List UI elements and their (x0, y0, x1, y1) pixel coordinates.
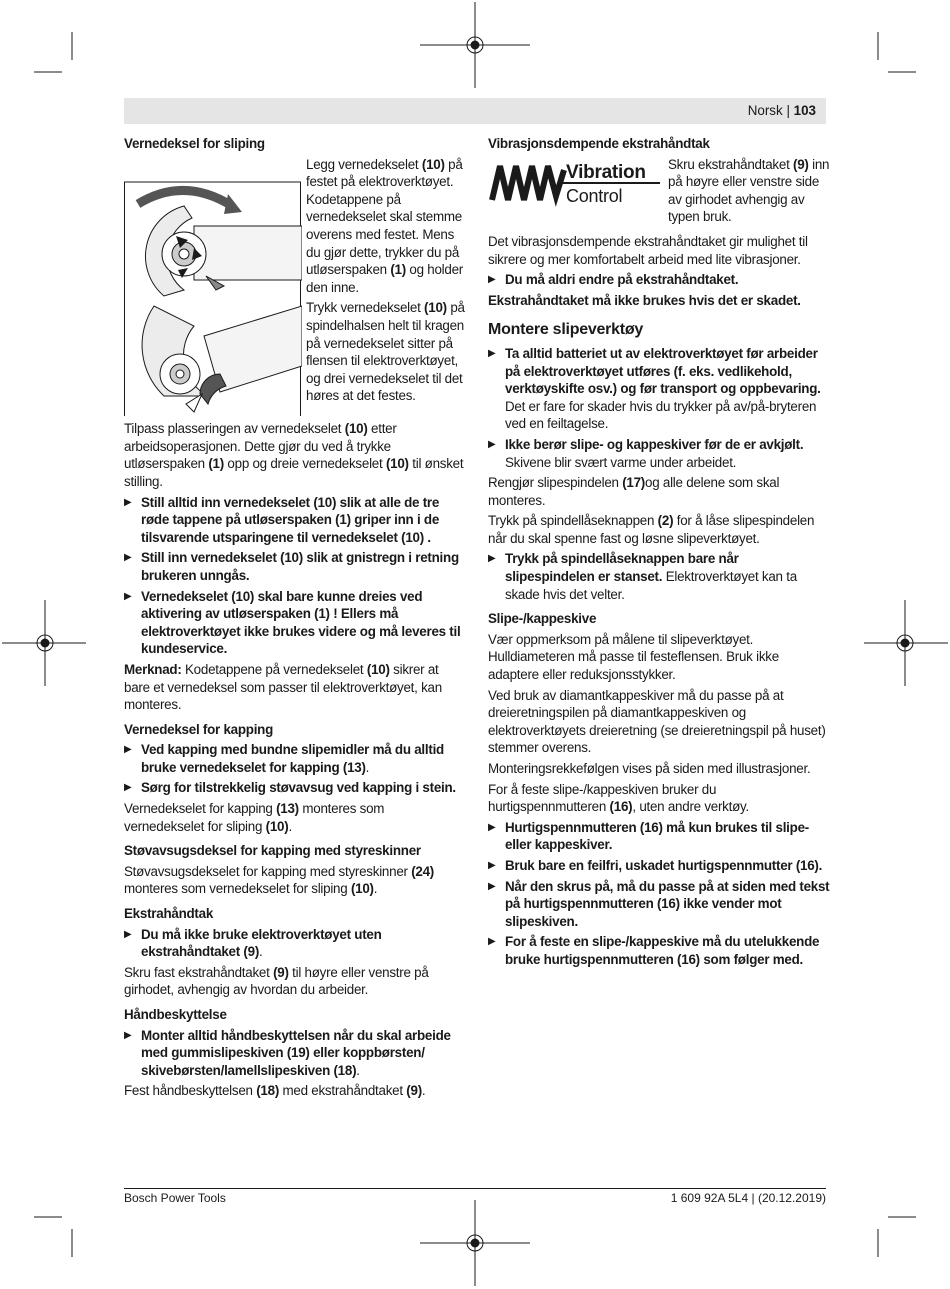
bullet-sparks: ▶ Still inn vernedekselet (10) slik at gnistregn i retning brukeren unngås. (124, 549, 466, 584)
guard-illustration (124, 156, 306, 421)
section-title-vibration-handle: Vibrasjonsdempende ekstrahåndtak (488, 136, 710, 151)
guard-step-place: Legg vernedekselet (10) på festet på elektroverktøyet. Kodetappene på vernedekselet skal stemme overens med festet. Mens du gjør dette, trykker du på utløserspaken (1) og holder den inne. (306, 156, 464, 295)
vibration-control-icon (488, 156, 664, 212)
aux-handle-text: Skru fast ekstrahåndtaket (9) til høyre eller venstre på girhodet, avhengig av hvordan du arbeider. (124, 964, 429, 998)
section-title-cutting-guard: Vernedeksel for kapping (124, 721, 274, 737)
registration-mark-top (420, 2, 530, 88)
guard-adjust-text: Tilpass plasseringen av vernedekselet (10) etter arbeidsoperasjonen. Dette gjør du ved å trykke utløserspaken (1) opp og dreie vernedekselet (10) til ønsket stilling. (124, 421, 464, 489)
page-header (124, 98, 826, 124)
logo-word-vibration: Vibration (566, 161, 646, 183)
guard-step-press: Trykk vernedekselet (10) på spindelhalsen helt til kragen på vernedekselet sitter på flensen til elektroverktøyet, og drei vernedekselet til det høres at det festes. (306, 300, 465, 404)
section-title-hand-guard: Håndbeskyttelse (124, 1007, 227, 1022)
guard-figure-block (124, 156, 466, 421)
clean-spindle-text: Rengjør slipespindelen (17)og alle delene som skal monteres. (488, 475, 780, 508)
bullet-cutting-guard: ▶ Ved kapping med bundne slipemidler må du alltid bruke vernedekselet for kapping (13). (124, 741, 466, 776)
section-title-grinding-guard: Vernedeksel for sliping (124, 136, 265, 151)
diamond-disc-text: Ved bruk av diamantkappeskiver må du passe på at dreieretningspilen på diamantkappeskiven og elektroverktøyets dreieretning (se dreieretningspil på huset) stemmer overens. (488, 687, 826, 756)
dust-hood-text: Støvavsugsdekselet for kapping med styreskinner (24) monteres som vernedekselet for sliping (10). (124, 863, 435, 897)
spindle-lock-text: Trykk på spindellåseknappen (2) for å låse slipespindelen når du skal spenne fast og løsne slipeverktøyet. (488, 513, 815, 546)
header-text: Norsk | 103 (747, 103, 816, 118)
bullet-hot-discs: ▶ Ikke berør slipe- og kappeskiver før de er avkjølt. Skivene blir svært varme under arbeidet. (488, 436, 830, 471)
bullet-aux-handle: ▶ Du må ikke bruke elektroverktøyet uten ekstrahåndtaket (9). (124, 926, 466, 961)
disc-dimensions-text: Vær oppmerksom på målene til slipeverktøyet. Hulldiameteren må passe til festeflensen. Bruk ikke adaptere eller reduksjonsstykker. (488, 631, 779, 683)
registration-mark-right (864, 600, 948, 686)
bullet-hand-guard: ▶ Monter alltid håndbeskyttelsen når du skal arbeide med gummislipeskiven (19) eller koppbørsten/ skivebørsten/lamellslipeskiven (18). (124, 1027, 466, 1080)
bullet-supplied-nut: ▶ For å feste en slipe-/kappeskive må du utelukkende bruke hurtigspennmutteren (16) som følger med. (488, 933, 830, 968)
bullet-quick-nut-only: ▶ Hurtigspennmutteren (16) må kun brukes til slipe- eller kappeskiver. (488, 819, 830, 854)
vibration-benefit-text: Det vibrasjonsdempende ekstrahåndtaket gir mulighet til sikrere og mer komfortabelt arbeid med lite vibrasjoner. (488, 233, 808, 267)
damaged-handle-text: Ekstrahåndtaket må ikke brukes hvis det er skadet. (488, 292, 801, 308)
section-title-mount-tools: Montere slipeverktøy (488, 321, 644, 339)
mounting-order-text: Monteringsrekkefølgen vises på siden med illustrasjoner. (488, 761, 811, 776)
cutting-guard-text: Vernedekselet for kapping (13) monteres som vernedekselet for sliping (10). (124, 801, 385, 834)
note-paragraph: Merknad: Kodetappene på vernedekselet (10) sikrer at bare et vernedeksel som passer til elektroverktøyet, kan monteres. (124, 661, 442, 713)
footer-doc-id: 1 609 92A 5L4 | (20.12.2019) (670, 1191, 826, 1205)
bullet-dust-extraction: ▶ Sørg for tilstrekkelig støvavsug ved kapping i stein. (124, 779, 466, 797)
guard-instructions (306, 156, 466, 421)
left-column (124, 135, 466, 1103)
bullet-never-modify: ▶ Du må aldri endre på ekstrahåndtaket. (488, 271, 830, 289)
guard-mounting-illustration (124, 156, 302, 416)
bullet-red-tabs: ▶ Still alltid inn vernedekselet (10) slik at alle de tre røde tappene på utløserspaken (1) griper inn i de tilsvarende utsparingene til vernedekselet (10) . (124, 494, 466, 547)
bullet-only-rotate: ▶ Vernedekselet (10) skal bare kunne dreies ved aktivering av utløserspaken (1) ! Ellers må elektroverktøyet ikke brukes videre og må leveres til kundeservice. (124, 588, 466, 658)
vibration-block (488, 156, 830, 229)
quick-nut-text: For å feste slipe-/kappeskiven bruker du hurtigspennmutteren (16), uten andre verktøy. (488, 781, 749, 815)
footer-brand: Bosch Power Tools (124, 1191, 226, 1205)
right-column (488, 135, 830, 972)
section-title-disc: Slipe-/kappeskive (488, 611, 597, 627)
bullet-nut-orientation: ▶ Når den skrus på, må du passe på at siden med tekst på hurtigspennmutteren (16) ikke vender mot slipeskiven. (488, 878, 830, 931)
vibration-mount-text: Skru ekstrahåndtaket (9) inn på høyre eller venstre side av girhodet avhengig av typen bruk. (668, 156, 830, 225)
vibration-control-logo (488, 156, 668, 216)
vibration-text (668, 156, 830, 229)
logo-word-control: Control (566, 185, 623, 206)
bullet-remove-battery: ▶ Ta alltid batteriet ut av elektroverktøyet før arbeider på elektroverktøyet utføres (f. eks. vedlikehold, verktøyskifte osv.) og før transport og oppbevaring. Det er fare for skader hvis du trykker på av/på-bryteren ved en feiltagelse. (488, 345, 830, 433)
section-title-dust-hood: Støvavsugsdeksel for kapping med styreskinner (124, 843, 421, 859)
bullet-spindle-lock: ▶ Trykk på spindellåseknappen bare når slipespindelen er stanset. Elektroverktøyet kan ta skade hvis det velter. (488, 550, 830, 603)
section-title-aux-handle: Ekstrahåndtak (124, 906, 214, 922)
registration-mark-left (2, 600, 86, 686)
hand-guard-text: Fest håndbeskyttelsen (18) med ekstrahåndtaket (9). (124, 1083, 426, 1099)
bullet-undamaged-nut: ▶ Bruk bare en feilfri, uskadet hurtigspennmutter (16). (488, 857, 830, 875)
registration-mark-bottom (420, 1200, 530, 1286)
footer-rule (124, 1188, 826, 1189)
